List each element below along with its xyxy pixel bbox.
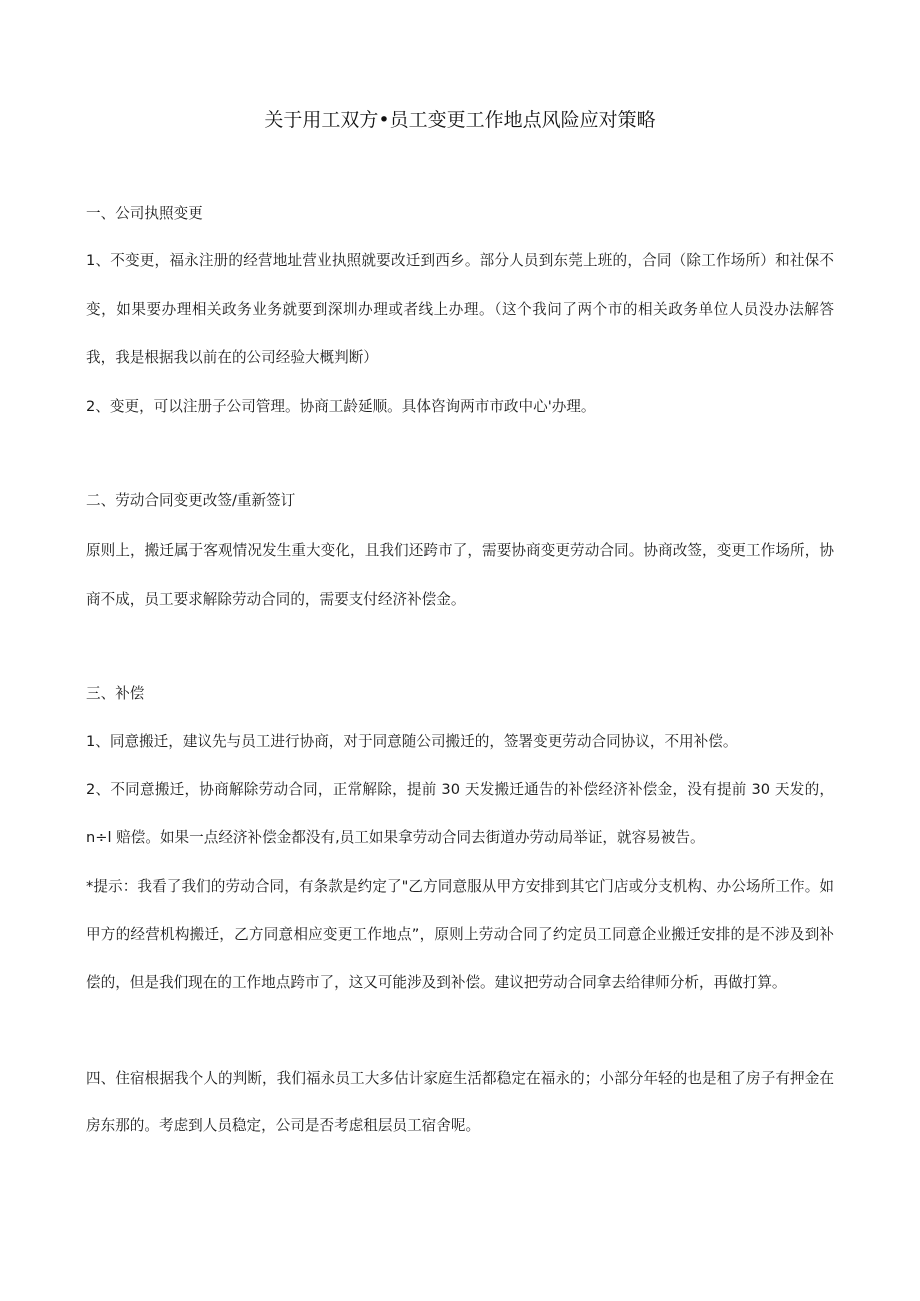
paragraph-line: *提示：我看了我们的劳动合同，有条款是约定了"乙方同意服从甲方安排到其它门店或分支机构、办公场所工作。如 — [86, 878, 834, 895]
paragraph-line: n÷l 赔偿。如果一点经济补偿金都没有,员工如果拿劳动合同去街道办劳动局举证，就容易被告。 — [86, 829, 705, 846]
section-heading-license: 一、公司执照变更 — [86, 205, 203, 222]
paragraph-line: 甲方的经营机构搬迁，乙方同意相应变更工作地点”，原则上劳动合同了约定员工同意企业搬迁安排的是不涉及到补 — [86, 926, 834, 943]
paragraph-line: 变，如果要办理相关政务业务就要到深圳办理或者线上办理。（这个我问了两个市的相关政务单位人员没办法解答 — [86, 301, 834, 318]
paragraph-line: 2、变更，可以注册子公司管理。协商工龄延顺。具体咨询两市市政中心'办理。 — [86, 398, 596, 415]
paragraph-line: 房东那的。考虑到人员稳定，公司是否考虑租层员工宿舍呢。 — [86, 1117, 481, 1134]
section-heading-compensation: 三、补偿 — [86, 685, 145, 702]
paragraph-line: 偿的，但是我们现在的工作地点跨市了，这又可能涉及到补偿。建议把劳动合同拿去给律师分析，再做打算。 — [86, 974, 787, 991]
paragraph-line: 四、住宿根据我个人的判断，我们福永员工大多估计家庭生活都稳定在福永的；小部分年轻的也是租了房子有押金在 — [86, 1070, 834, 1087]
paragraph-line: 2、不同意搬迁，协商解除劳动合同，正常解除，提前 30 天发搬迁通告的补偿经济补偿金，没有提前 30 天发的， — [86, 781, 834, 798]
paragraph-line: 我，我是根据我以前在的公司经验大概判断） — [86, 349, 378, 366]
paragraph-line: 1、同意搬迁，建议先与员工进行协商，对于同意随公司搬迁的，签署变更劳动合同协议，不用补偿。 — [86, 733, 738, 750]
paragraph-line: 原则上，搬迁属于客观情况发生重大变化，且我们还跨市了，需要协商变更劳动合同。协商改签，变更工作场所，协 — [86, 542, 834, 559]
paragraph-line: 1、不变更，福永注册的经营地址营业执照就要改迁到西乡。部分人员到东莞上班的，合同（除工作场所）和社保不 — [86, 252, 834, 269]
section-heading-contract: 二、劳动合同变更改签/重新签订 — [86, 492, 296, 509]
paragraph-line: 商不成，员工要求解除劳动合同的，需要支付经济补偿金。 — [86, 591, 466, 608]
document-title: 关于用工双方•员工变更工作地点风险应对策略 — [264, 109, 656, 131]
